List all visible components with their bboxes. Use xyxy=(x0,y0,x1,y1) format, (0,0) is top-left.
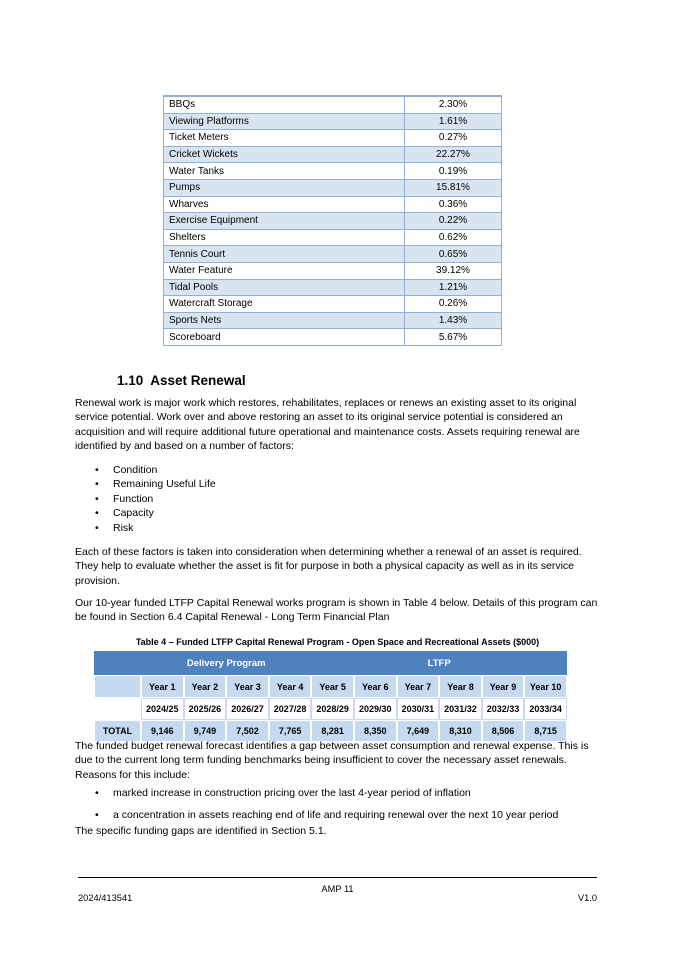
asset-percentage-table xyxy=(163,95,502,346)
section-heading xyxy=(117,373,246,388)
asset-row xyxy=(164,213,502,230)
table4-year-label-cell: Year 3 xyxy=(226,675,269,698)
asset-name-cell: BBQs xyxy=(164,96,405,113)
footer-version: V1.0 xyxy=(577,893,597,903)
table4-group-header-spacer xyxy=(94,651,141,675)
table4-fiscal-year-cell: 2030/31 xyxy=(397,698,440,720)
table4-fiscal-year-cell: 2031/32 xyxy=(439,698,482,720)
asset-name-cell: Viewing Platforms xyxy=(164,113,405,130)
asset-percentage-cell: 0.62% xyxy=(405,229,502,246)
table4-year-label-cell: Year 8 xyxy=(439,675,482,698)
asset-percentage-cell: 0.65% xyxy=(405,246,502,263)
asset-row xyxy=(164,279,502,296)
asset-name-cell: Cricket Wickets xyxy=(164,146,405,163)
ltfp-program-paragraph: Our 10-year funded LTFP Capital Renewal works program is shown in Table 4 below. Details of this program can be found in Section 6.4 Capital Renewal - Long Term Financial Plan xyxy=(75,597,598,624)
table4-fiscal-year-cell: 2025/26 xyxy=(184,698,227,720)
table4-total-cell: 7,649 xyxy=(397,720,440,742)
funding-gap-reason-item: • a concentration in assets reaching end of life and requiring renewal over the next 10 year period xyxy=(95,808,595,822)
asset-row xyxy=(164,229,502,246)
table4-year-labels-row xyxy=(94,675,567,698)
table4-total-cell: 8,350 xyxy=(354,720,397,742)
table4-year-label-cell-label xyxy=(94,675,141,698)
footer-divider xyxy=(78,877,597,878)
asset-percentage-cell: 15.81% xyxy=(405,179,502,196)
table4-year-label-cell: Year 5 xyxy=(311,675,354,698)
table4-total-cell: 8,506 xyxy=(482,720,525,742)
table4-total-cell: 7,765 xyxy=(269,720,312,742)
table4-fiscal-year-cell: 2027/28 xyxy=(269,698,312,720)
asset-percentage-cell: 22.27% xyxy=(405,146,502,163)
table4-year-label-cell: Year 9 xyxy=(482,675,525,698)
asset-row xyxy=(164,262,502,279)
factors-consideration-paragraph: Each of these factors is taken into consideration when determining whether a renewal of an asset is required. They help to evaluate whether the asset is fit for purpose in both a physical capacity as well as in its service provision. xyxy=(75,546,582,587)
asset-row xyxy=(164,179,502,196)
table4-total-cell: 9,146 xyxy=(141,720,184,742)
table4-year-label-cell: Year 4 xyxy=(269,675,312,698)
asset-row xyxy=(164,96,502,113)
table4-total-cell-label: TOTAL xyxy=(94,720,141,742)
footer-document-title: AMP 11 xyxy=(321,884,354,894)
table4-fiscal-years-row xyxy=(94,698,567,720)
renewal-factor-item: • Condition xyxy=(95,463,595,477)
table4-fiscal-year-cell: 2029/30 xyxy=(354,698,397,720)
asset-name-cell: Water Feature xyxy=(164,262,405,279)
section-heading-number: 1.10 xyxy=(117,373,144,388)
asset-name-cell: Wharves xyxy=(164,196,405,213)
table4-total-cell: 9,749 xyxy=(184,720,227,742)
asset-percentage-cell: 1.21% xyxy=(405,279,502,296)
asset-name-cell: Watercraft Storage xyxy=(164,296,405,313)
asset-name-cell: Pumps xyxy=(164,179,405,196)
renewal-factor-item: • Remaining Useful Life xyxy=(95,477,595,491)
funding-gap-paragraph: The funded budget renewal forecast identifies a gap between asset consumption and renewal expense. This is due to the current long term funding benchmarks being insufficient to cover the necessary asset renewals. Reasons for this include: xyxy=(75,740,589,781)
table4-total-cell: 7,502 xyxy=(226,720,269,742)
asset-percentage-cell: 0.19% xyxy=(405,163,502,180)
table4-fiscal-year-cell: 2028/29 xyxy=(311,698,354,720)
table4-fiscal-year-cell: 2024/25 xyxy=(141,698,184,720)
asset-percentage-cell: 39.12% xyxy=(405,262,502,279)
asset-row xyxy=(164,246,502,263)
asset-percentage-cell: 1.43% xyxy=(405,312,502,329)
asset-name-cell: Tidal Pools xyxy=(164,279,405,296)
table4-ltfp-header: LTFP xyxy=(311,651,567,675)
table4-year-label-cell: Year 10 xyxy=(524,675,567,698)
table4-total-cell: 8,310 xyxy=(439,720,482,742)
funding-gap-closing-paragraph: The specific funding gaps are identified in Section 5.1. xyxy=(75,825,327,837)
asset-row xyxy=(164,113,502,130)
table4-fiscal-year-cell: 2032/33 xyxy=(482,698,525,720)
table4-year-label-cell: Year 7 xyxy=(397,675,440,698)
footer-document-reference: 2024/413541 xyxy=(78,893,133,903)
table4-fiscal-year-cell: 2026/27 xyxy=(226,698,269,720)
table4-delivery-program-header: Delivery Program xyxy=(141,651,311,675)
asset-name-cell: Ticket Meters xyxy=(164,130,405,147)
asset-percentage-cell: 2.30% xyxy=(405,96,502,113)
table4-year-label-cell: Year 6 xyxy=(354,675,397,698)
table4-total-cell: 8,281 xyxy=(311,720,354,742)
section-heading-title: Asset Renewal xyxy=(150,373,246,388)
asset-row xyxy=(164,146,502,163)
renewal-factors-list xyxy=(95,463,595,535)
asset-percentage-cell: 0.26% xyxy=(405,296,502,313)
table4-fiscal-year-cell: 2033/34 xyxy=(524,698,567,720)
asset-percentage-cell: 1.61% xyxy=(405,113,502,130)
funding-gap-reason-item: • marked increase in construction pricing over the last 4-year period of inflation xyxy=(95,786,595,800)
asset-row xyxy=(164,163,502,180)
asset-name-cell: Water Tanks xyxy=(164,163,405,180)
table4-year-label-cell: Year 1 xyxy=(141,675,184,698)
asset-percentage-cell: 5.67% xyxy=(405,329,502,346)
asset-row xyxy=(164,196,502,213)
asset-row xyxy=(164,296,502,313)
asset-percentage-cell: 0.22% xyxy=(405,213,502,230)
asset-name-cell: Shelters xyxy=(164,229,405,246)
asset-row xyxy=(164,130,502,147)
asset-percentage-cell: 0.36% xyxy=(405,196,502,213)
table4-group-header-row xyxy=(94,651,567,675)
table4-fiscal-year-cell-label xyxy=(94,698,141,720)
asset-name-cell: Scoreboard xyxy=(164,329,405,346)
asset-name-cell: Tennis Court xyxy=(164,246,405,263)
asset-percentage-table-body xyxy=(164,96,502,345)
renewal-factor-item: • Function xyxy=(95,492,595,506)
asset-row xyxy=(164,312,502,329)
asset-name-cell: Exercise Equipment xyxy=(164,213,405,230)
table4-renewal-program xyxy=(94,651,567,742)
asset-percentage-cell: 0.27% xyxy=(405,130,502,147)
renewal-factor-item: • Capacity xyxy=(95,506,595,520)
table4-year-label-cell: Year 2 xyxy=(184,675,227,698)
table4-caption: Table 4 – Funded LTFP Capital Renewal Program - Open Space and Recreational Assets ($000) xyxy=(135,637,540,647)
renewal-factor-item: • Risk xyxy=(95,521,595,535)
asset-row xyxy=(164,329,502,346)
table4-total-cell: 8,715 xyxy=(524,720,567,742)
renewal-intro-paragraph: Renewal work is major work which restores, rehabilitates, replaces or renews an existing asset to its original service potential. Work over and above restoring an asset to its original service potential is considered an acquisition and will require additional future operational and maintenance costs. Assets requiring renewal are identified by and based on a number of factors: xyxy=(75,397,580,453)
asset-name-cell: Sports Nets xyxy=(164,312,405,329)
